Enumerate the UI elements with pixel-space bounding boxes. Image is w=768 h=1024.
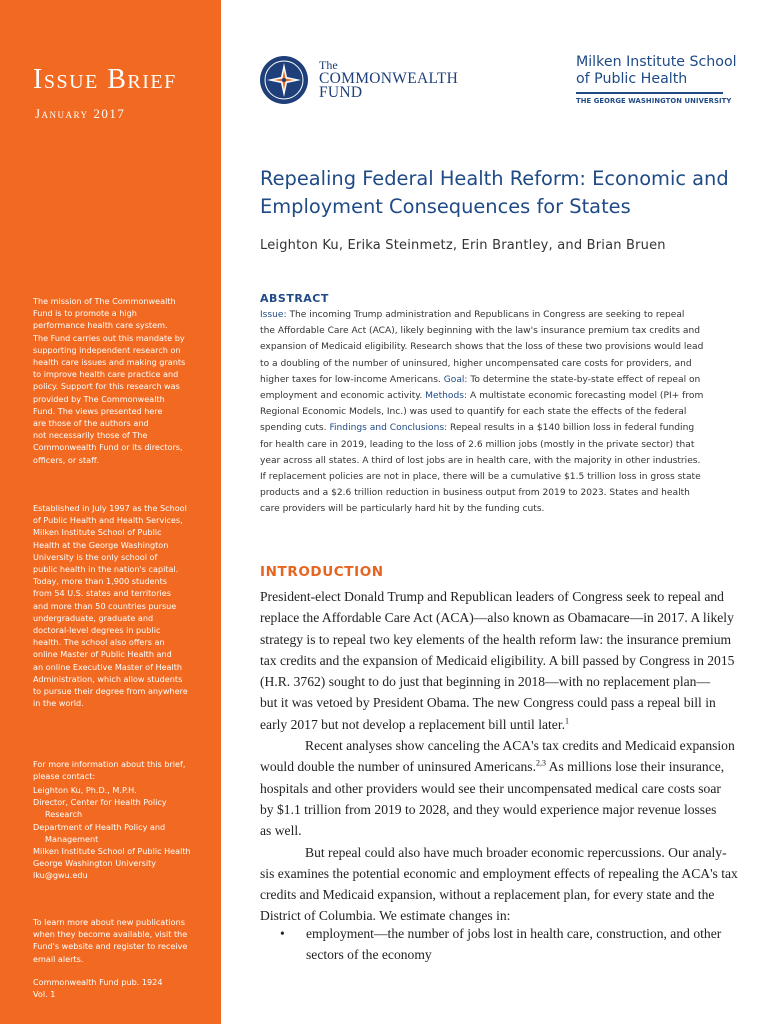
introduction-body xyxy=(260,586,738,927)
abstract-text: care providers will be particularly hard hit by the funding cuts. xyxy=(260,504,545,515)
abstract-text: Repeal results in a $140 billion loss in federal funding xyxy=(447,423,695,434)
abstract-line xyxy=(260,469,730,485)
abstract-text: expansion of Medicaid eligibility. Research shows that the loss of these two provisions would lead xyxy=(260,342,704,353)
learn-more xyxy=(33,916,203,965)
cf-the: The xyxy=(319,58,338,72)
abstract-line xyxy=(260,437,730,453)
text-line: an online Executive Master of Health xyxy=(33,661,183,672)
text-line: of Public Health and Health Services, xyxy=(33,515,183,526)
milken-institute-logo xyxy=(576,54,737,105)
body-line: tax credits and the expansion of Medicaid eligibility. A bill passed by Congress in 2015 xyxy=(260,652,735,668)
sidebar xyxy=(0,0,221,1024)
text-line: Fund's website and register to receive xyxy=(33,941,188,952)
body-line: But repeal could also have much broader economic repercussions. Our analy- xyxy=(305,844,727,860)
page-title: Repealing Federal Health Reform: Economic and Employment Consequences for States xyxy=(260,167,729,218)
contact-line: Milken Institute School of Public Health xyxy=(33,846,191,857)
commonwealth-fund-wordmark xyxy=(319,58,458,100)
body-line: as well. xyxy=(260,823,302,839)
body-line: strategy is to repeal two key elements of the health reform law: the insurance premium xyxy=(260,631,732,647)
contact-email-link[interactable]: lku@gwu.edu xyxy=(33,870,88,881)
text-line: employment—the number of jobs lost in health care, construction, and other xyxy=(306,926,722,941)
text-line: Fund is to promote a high xyxy=(33,308,137,319)
text-line: not necessarily those of The xyxy=(33,430,148,441)
abstract-text: the Affordable Care Act (ACA), likely beginning with the law's insurance premium tax credits and xyxy=(260,326,701,337)
contact-line: George Washington University xyxy=(33,858,157,869)
contact-line: Management xyxy=(45,833,99,844)
contact-intro xyxy=(33,758,203,782)
text-line: from 54 U.S. states and territories xyxy=(33,588,171,599)
abstract-line xyxy=(260,323,730,339)
text-line: The Fund carries out this mandate by xyxy=(33,332,185,343)
abstract-text: to a doubling of the number of uninsured, higher uncompensated care costs for providers, and xyxy=(260,358,692,369)
text-line: when they become available, visit the xyxy=(33,929,188,940)
cf-name-2: FUND xyxy=(319,84,363,101)
text-line: Milken Institute School of Public xyxy=(33,527,162,538)
text-line: policy. Support for this research was xyxy=(33,381,180,392)
text-line: public health in the nation's capital. xyxy=(33,564,179,575)
text-line: Administration, which allow students xyxy=(33,673,183,684)
body-line: but it was vetoed by President Obama. The new Congress could pass a repeal bill in xyxy=(260,695,716,711)
abstract-text: The incoming Trump administration and Republicans in Congress are seeking to repeal xyxy=(286,310,685,320)
body-line: sis examines the potential economic and employment effects of repealing the ACA's tax xyxy=(260,865,738,881)
body-line: hospitals and other providers would see their uncompensated medical care costs soar xyxy=(260,780,721,796)
footnote-ref[interactable]: 1 xyxy=(565,716,570,726)
abstract-line xyxy=(260,372,730,388)
body-line: by $1.1 trillion from 2019 to 2028, and they would experience major revenue losses xyxy=(260,801,717,817)
abstract-line xyxy=(260,420,730,436)
text-line: provided by The Commonwealth xyxy=(33,393,165,404)
text-line: Vol. 1 xyxy=(33,989,56,1000)
text-line: Established in July 1997 as the School xyxy=(33,503,187,513)
commonwealth-fund-emblem-icon xyxy=(260,56,308,104)
mi-name-line-2: of Public Health xyxy=(576,71,688,87)
body-line: credits and Medicaid expansion, without a replacement plan, for every state and the xyxy=(260,887,715,903)
mi-divider xyxy=(576,92,723,94)
contact-details xyxy=(33,784,203,882)
text-line: Health at the George Washington xyxy=(33,539,169,550)
abstract-keyword: Goal: xyxy=(443,374,468,385)
abstract-text: for health care in 2019, leading to the loss of 2.6 million jobs (mostly in the private sector) that xyxy=(260,439,695,450)
body-line: (H.R. 3762) sought to do just that beginning in 2018—with no replacement plan— xyxy=(260,674,711,690)
body-line: District of Columbia. We estimate changes in: xyxy=(260,908,511,924)
contact-line: Department of Health Policy and xyxy=(33,821,166,832)
text-line: performance health care system. xyxy=(33,320,168,331)
text-line: Commonwealth Fund or its directors, xyxy=(33,442,183,453)
abstract-text: Regional Economic Models, Inc.) was used to quantify for each state the effects of the federal xyxy=(260,407,687,418)
abstract-line xyxy=(260,453,730,469)
text-line: online Master of Public Health and xyxy=(33,649,172,660)
abstract-line xyxy=(260,339,730,355)
footnote-ref[interactable]: 2,3 xyxy=(535,758,546,768)
body-line: early 2017 but not develop a replacement bill until later.$^1$ xyxy=(260,716,570,732)
abstract-text: To determine the state-by-state effect of repeal on xyxy=(467,374,701,385)
abstract-text: employment and economic activity. xyxy=(260,391,426,402)
text-line: are those of the authors and xyxy=(33,418,149,429)
abstract-text: A multistate economic forecasting model (PI+ from xyxy=(467,391,704,402)
abstract-keyword: Methods: xyxy=(425,391,468,402)
issue-brief-label: Issue Brief xyxy=(33,64,177,95)
text-line: in the world. xyxy=(33,698,84,709)
text-line: please contact: xyxy=(33,771,96,782)
text-line: sectors of the economy xyxy=(306,947,432,963)
abstract-body xyxy=(260,307,730,518)
abstract-keyword: Issue: xyxy=(260,310,287,320)
publication-number xyxy=(33,976,203,1000)
text-line: University is the only school of xyxy=(33,551,158,562)
abstract-line xyxy=(260,307,730,323)
abstract-text: products and a $2.6 trillion reduction in business output from 2019 to 2023. States and health xyxy=(260,488,690,499)
body-line: replace the Affordable Care Act (ACA)—also known as Obamacare—in 2017. A likely xyxy=(260,610,734,626)
text-line: The mission of The Commonwealth xyxy=(33,296,176,306)
school-description xyxy=(33,502,203,709)
text-line: To learn more about new publications xyxy=(33,917,185,927)
abstract-line xyxy=(260,501,730,517)
contact-line: Research xyxy=(45,809,83,820)
text-line: undergraduate, graduate and xyxy=(33,612,154,623)
text-line: Today, more than 1,900 students xyxy=(33,576,167,587)
abstract-line xyxy=(260,404,730,420)
body-line: Recent analyses show canceling the ACA's tax credits and Medicaid expansion xyxy=(305,738,735,754)
text-line: to pursue their degree from anywhere xyxy=(33,686,188,697)
text-line: For more information about this brief, xyxy=(33,759,186,769)
abstract-text: If replacement policies are not in place, there will be a cumulative $1.5 trillion loss in gross state xyxy=(260,472,701,483)
bullet-text xyxy=(306,923,736,966)
text-line: Fund. The views presented here xyxy=(33,405,163,416)
contact-line: Leighton Ku, Ph.D., M.P.H. xyxy=(33,785,137,795)
text-line: health. The school also offers an xyxy=(33,637,165,648)
abstract-text: year across all states. A third of lost jobs are in health care, with the majority in other industries. xyxy=(260,455,701,466)
abstract-text: higher taxes for low-income Americans. xyxy=(260,374,444,385)
body-line: would double the number of uninsured Americans.$^{2,3}$ As millions lose their insurance, xyxy=(260,758,725,775)
text-line: health care issues and making grants xyxy=(33,357,186,368)
text-line: doctoral-level degrees in public xyxy=(33,625,161,636)
cf-name-1: COMMONWEALTH xyxy=(319,70,459,87)
introduction-heading: INTRODUCTION xyxy=(260,564,384,580)
mi-university: THE GEORGE WASHINGTON UNIVERSITY xyxy=(576,96,732,105)
text-line: supporting independent research on xyxy=(33,344,181,355)
contact-line: Director, Center for Health Policy xyxy=(33,797,167,808)
abstract-keyword: Findings and Conclusions: xyxy=(329,423,448,434)
publication-date: January 2017 xyxy=(35,106,126,121)
text-line: email alerts. xyxy=(33,953,84,964)
text-line: and more than 50 countries pursue xyxy=(33,600,177,611)
text-line: officers, or staff. xyxy=(33,454,100,465)
abstract-line xyxy=(260,485,730,501)
abstract-text: spending cuts. xyxy=(260,423,330,434)
body-line: President-elect Donald Trump and Republican leaders of Congress seek to repeal and xyxy=(260,589,724,604)
authors: Leighton Ku, Erika Steinmetz, Erin Brantley, and Brian Bruen xyxy=(260,238,666,253)
abstract-heading: ABSTRACT xyxy=(260,292,329,305)
abstract-line xyxy=(260,356,730,372)
text-line: to improve health care practice and xyxy=(33,369,179,380)
mi-name-line-1: Milken Institute School xyxy=(576,54,737,70)
text-line: Commonwealth Fund pub. 1924 xyxy=(33,977,163,987)
abstract-line xyxy=(260,388,730,404)
bullet-icon: • xyxy=(280,926,285,941)
mission-statement xyxy=(33,295,203,466)
